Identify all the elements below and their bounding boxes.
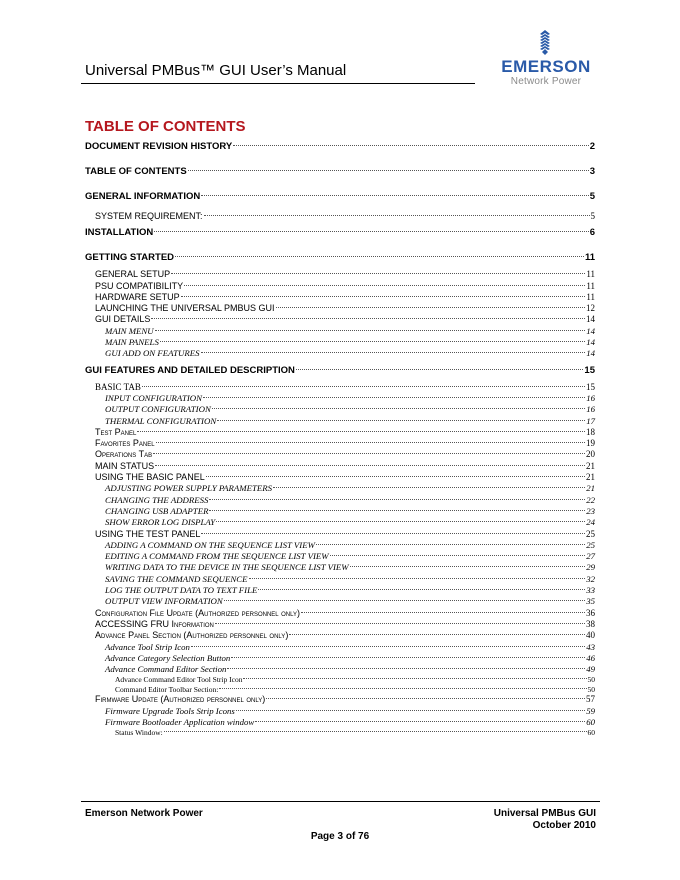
- toc-entry-page: 33: [586, 585, 595, 596]
- toc-leader-dots: [289, 634, 585, 635]
- toc-leader-dots: [350, 566, 586, 567]
- toc-entry[interactable]: [85, 166, 595, 178]
- toc-entry-page: 21: [586, 460, 595, 471]
- toc-leader-dots: [316, 544, 585, 545]
- toc-leader-dots: [181, 296, 586, 297]
- toc-heading: TABLE OF CONTENTS: [85, 118, 246, 135]
- toc-entry-page: 25: [586, 528, 595, 539]
- toc-entry-page: 11: [586, 280, 595, 291]
- footer-date: October 2010: [532, 820, 596, 831]
- toc-entry-label: ADDING A COMMAND ON THE SEQUENCE LIST VIEW: [105, 539, 315, 550]
- toc-entry[interactable]: [85, 483, 595, 494]
- toc-entry-label: ADJUSTING POWER SUPPLY PARAMETERS: [105, 483, 273, 494]
- toc-leader-dots: [296, 369, 584, 370]
- toc-leader-dots: [330, 555, 586, 556]
- toc-entry-page: 27: [586, 551, 595, 562]
- toc-entry[interactable]: [85, 404, 595, 415]
- toc-leader-dots: [171, 273, 585, 274]
- toc-leader-dots: [273, 487, 585, 488]
- toc-entry[interactable]: [85, 292, 595, 303]
- toc-entry-label: USING THE TEST PANEL: [95, 528, 201, 539]
- toc-entry[interactable]: [85, 427, 595, 438]
- toc-entry-label: Operations Tab: [95, 449, 153, 460]
- toc-entry-label: OUTPUT CONFIGURATION: [105, 404, 211, 415]
- toc-entry-label: PSU COMPATIBILITY: [95, 280, 184, 291]
- toc-entry-label: Firmware Bootloader Application window: [105, 716, 255, 727]
- toc-leader-dots: [160, 341, 585, 342]
- toc-leader-dots: [276, 307, 585, 308]
- toc-entry-page: 18: [586, 426, 595, 437]
- toc-entry-page: 3: [589, 166, 595, 177]
- toc-entry[interactable]: [85, 540, 595, 551]
- toc-leader-dots: [249, 578, 586, 579]
- toc-entry-page: 38: [586, 618, 595, 629]
- document-title: Universal PMBus™ GUI User’s Manual: [85, 62, 347, 79]
- toc-entry-label: OUTPUT VIEW INFORMATION: [105, 596, 223, 607]
- toc-leader-dots: [204, 215, 590, 216]
- toc-leader-dots: [215, 623, 585, 624]
- toc-entry-label: MAIN STATUS: [95, 460, 155, 471]
- footer-divider: [81, 801, 600, 802]
- toc-entry-page: 14: [586, 337, 595, 348]
- toc-entry[interactable]: [85, 191, 595, 203]
- toc-entry-label: Advance Command Editor Section: [105, 664, 227, 675]
- toc-entry-page: 5: [590, 211, 595, 221]
- toc-entry[interactable]: [85, 529, 595, 540]
- toc-leader-dots: [266, 698, 585, 699]
- toc-entry[interactable]: [85, 314, 595, 325]
- toc-entry[interactable]: [85, 664, 595, 675]
- toc-entry-page: 20: [586, 449, 595, 460]
- toc-leader-dots: [201, 352, 586, 353]
- toc-entry[interactable]: [85, 348, 595, 359]
- toc-leader-dots: [142, 386, 585, 387]
- toc-entry[interactable]: [85, 416, 595, 427]
- toc-leader-dots: [231, 657, 585, 658]
- toc-entry-page: 14: [586, 348, 595, 359]
- toc-entry-page: 15: [584, 364, 595, 376]
- logo-wordmark: EMERSON: [501, 57, 591, 76]
- toc-entry-page: 16: [586, 404, 595, 415]
- toc-entry[interactable]: [85, 694, 595, 705]
- toc-entry-label: GENERAL SETUP: [95, 269, 171, 280]
- toc-entry[interactable]: [85, 227, 595, 239]
- toc-leader-dots: [164, 731, 587, 732]
- toc-entry-label: TABLE OF CONTENTS: [85, 166, 187, 177]
- toc-entry-page: 50: [587, 675, 595, 685]
- toc-leader-dots: [243, 678, 586, 679]
- toc-leader-dots: [212, 408, 585, 409]
- toc-entry-label: CHANGING THE ADDRESS: [105, 494, 209, 505]
- toc-entry-page: 21: [586, 472, 595, 483]
- toc-leader-dots: [227, 668, 585, 669]
- footer-company: Emerson Network Power: [85, 808, 203, 819]
- toc-entry-label: Advance Tool Strip Icon: [105, 641, 190, 652]
- toc-entry-page: 15: [586, 381, 595, 392]
- toc-leader-dots: [233, 145, 588, 146]
- toc-entry[interactable]: [85, 653, 595, 664]
- footer-doc-name: Universal PMBus GUI: [493, 808, 596, 819]
- toc-leader-dots: [175, 256, 584, 257]
- toc-entry-label: LOG THE OUTPUT DATA TO TEXT FILE: [105, 585, 258, 596]
- toc-entry-page: 14: [586, 325, 595, 336]
- toc-entry[interactable]: [85, 141, 595, 153]
- toc-entry[interactable]: [85, 393, 595, 404]
- toc-entry-page: 36: [586, 607, 595, 618]
- toc-entry-label: CHANGING USB ADAPTER: [105, 505, 209, 516]
- toc-entry-label: Favorites Panel: [95, 438, 155, 449]
- toc-entry-page: 29: [586, 562, 595, 573]
- toc-entry-page: 11: [586, 269, 595, 280]
- toc-leader-dots: [216, 521, 585, 522]
- toc-entry-page: 49: [586, 664, 595, 675]
- toc-entry[interactable]: [85, 269, 595, 280]
- toc-leader-dots: [201, 195, 588, 196]
- toc-leader-dots: [137, 431, 585, 432]
- toc-leader-dots: [156, 442, 585, 443]
- toc-entry-page: 14: [586, 314, 595, 325]
- toc-entry[interactable]: [85, 517, 595, 528]
- toc-entry-label: GUI DETAILS: [95, 314, 151, 325]
- toc-entry[interactable]: [85, 630, 595, 641]
- toc-entry[interactable]: [85, 495, 595, 506]
- toc-entry-page: 2: [589, 141, 595, 152]
- toc-entry-label: GUI ADD ON FEATURES: [105, 348, 200, 359]
- toc-entry-page: 19: [586, 438, 595, 449]
- toc-leader-dots: [203, 397, 585, 398]
- toc-entry-label: Test Panel: [95, 426, 137, 437]
- toc-leader-dots: [301, 612, 585, 613]
- toc-leader-dots: [219, 688, 586, 689]
- toc-entry[interactable]: [85, 574, 595, 585]
- toc-entry-label: MAIN PANELS: [105, 337, 159, 348]
- toc-entry-label: LAUNCHING THE UNIVERSAL PMBUS GUI: [95, 303, 275, 314]
- toc-entry-label: Advance Category Selection Button: [105, 652, 231, 663]
- toc-entry[interactable]: [85, 252, 595, 264]
- toc-entry-label: Advance Command Editor Tool Strip Icon: [115, 675, 243, 685]
- toc-leader-dots: [217, 420, 585, 421]
- emerson-logo: [490, 30, 602, 90]
- toc-entry[interactable]: [85, 685, 595, 695]
- toc-leader-dots: [188, 170, 589, 171]
- toc-entry-page: 5: [589, 191, 595, 202]
- toc-entry[interactable]: [85, 728, 595, 738]
- toc-entry-label: GETTING STARTED: [85, 252, 175, 264]
- toc-leader-dots: [236, 710, 585, 711]
- toc-entry-label: INSTALLATION: [85, 227, 154, 239]
- toc-entry[interactable]: [85, 461, 595, 472]
- toc-entry-label: SHOW ERROR LOG DISPLAY: [105, 517, 216, 528]
- toc-entry-page: 11: [586, 291, 595, 302]
- toc-entry-page: 35: [586, 596, 595, 607]
- toc-entry-page: 22: [586, 494, 595, 505]
- toc-entry[interactable]: [85, 608, 595, 619]
- toc-entry[interactable]: [85, 472, 595, 483]
- toc-leader-dots: [155, 465, 585, 466]
- header-divider: [81, 83, 475, 84]
- toc-entry-page: 12: [586, 303, 595, 314]
- toc-entry[interactable]: [85, 551, 595, 562]
- toc-entry-label: EDITING A COMMAND FROM THE SEQUENCE LIST VIEW: [105, 551, 329, 562]
- toc-leader-dots: [224, 600, 585, 601]
- footer-doc-info: [470, 808, 596, 832]
- toc-entry-label: Advance Panel Section (Authorized personnel only): [95, 630, 289, 641]
- toc-leader-dots: [258, 589, 585, 590]
- toc-entry[interactable]: [85, 596, 595, 607]
- toc-entry-page: 25: [586, 539, 595, 550]
- toc-entry-label: MAIN MENU: [105, 325, 154, 336]
- toc-entry-page: 43: [586, 641, 595, 652]
- toc-entry[interactable]: [85, 281, 595, 292]
- toc-leader-dots: [191, 646, 585, 647]
- toc-entry-label: ACCESSING FRU Information: [95, 618, 214, 629]
- toc-entry[interactable]: [85, 642, 595, 653]
- toc-entry-page: 60: [586, 716, 595, 727]
- toc-entry-page: 21: [586, 483, 595, 494]
- toc-entry[interactable]: [85, 365, 595, 377]
- toc-entry[interactable]: [85, 585, 595, 596]
- toc-leader-dots: [206, 476, 585, 477]
- toc-entry-page: 50: [587, 684, 595, 694]
- toc-leader-dots: [201, 533, 585, 534]
- toc-leader-dots: [154, 231, 588, 232]
- toc-entry-page: 46: [586, 652, 595, 663]
- toc-list: [85, 141, 595, 738]
- toc-entry[interactable]: [85, 706, 595, 717]
- toc-entry[interactable]: [85, 562, 595, 573]
- toc-entry-page: 32: [586, 573, 595, 584]
- toc-leader-dots: [209, 510, 585, 511]
- toc-entry-page: 40: [586, 630, 595, 641]
- toc-entry-page: 16: [586, 392, 595, 403]
- toc-entry-label: WRITING DATA TO THE DEVICE IN THE SEQUENCE LIST VIEW: [105, 562, 349, 573]
- toc-entry-page: 6: [589, 227, 595, 239]
- toc-entry-label: SYSTEM REQUIREMENT:: [95, 211, 203, 221]
- toc-entry[interactable]: [85, 449, 595, 460]
- toc-leader-dots: [153, 453, 585, 454]
- toc-leader-dots: [184, 285, 585, 286]
- toc-entry[interactable]: [85, 438, 595, 449]
- toc-entry-label: THERMAL CONFIGURATION: [105, 415, 217, 426]
- logo-subtitle: Network Power: [510, 76, 582, 87]
- toc-entry-label: GUI FEATURES AND DETAILED DESCRIPTION: [85, 364, 295, 376]
- toc-entry-label: GENERAL INFORMATION: [85, 191, 201, 202]
- toc-entry-label: SAVING THE COMMAND SEQUENCE: [105, 573, 248, 584]
- toc-entry[interactable]: [85, 337, 595, 348]
- toc-entry[interactable]: [85, 326, 595, 337]
- toc-entry-label: Firmware Update (Authorized personnel only): [95, 694, 266, 705]
- emerson-emblem-icon: [536, 30, 554, 56]
- toc-leader-dots: [151, 318, 585, 319]
- toc-entry-label: INPUT CONFIGURATION: [105, 392, 203, 403]
- toc-entry-page: 11: [584, 252, 595, 264]
- toc-entry-label: Command Editor Toolbar Section:: [115, 684, 219, 694]
- toc-entry-label: USING THE BASIC PANEL: [95, 472, 205, 483]
- toc-entry-page: 57: [586, 694, 595, 705]
- toc-leader-dots: [209, 499, 585, 500]
- toc-entry-label: Firmware Upgrade Tools Strip Icons: [105, 705, 235, 716]
- toc-entry-label: Configuration File Update (Authorized personnel only): [95, 607, 301, 618]
- toc-entry-label: HARDWARE SETUP: [95, 291, 180, 302]
- toc-entry[interactable]: [85, 382, 595, 393]
- toc-entry-page: 60: [587, 728, 595, 738]
- toc-entry-page: 24: [586, 517, 595, 528]
- toc-leader-dots: [255, 721, 585, 722]
- toc-entry-page: 59: [586, 705, 595, 716]
- toc-entry-label: DOCUMENT REVISION HISTORY: [85, 141, 233, 152]
- toc-leader-dots: [155, 330, 586, 331]
- toc-entry-label: Status Window:: [115, 728, 163, 738]
- toc-entry[interactable]: [85, 675, 595, 685]
- toc-entry-page: 17: [586, 415, 595, 426]
- toc-entry-label: BASIC TAB: [95, 381, 141, 392]
- toc-entry-page: 23: [586, 505, 595, 516]
- toc-entry[interactable]: [85, 303, 595, 314]
- toc-entry[interactable]: [85, 211, 595, 222]
- page-number: Page 3 of 76: [310, 831, 370, 842]
- toc-entry[interactable]: [85, 506, 595, 517]
- toc-entry[interactable]: [85, 619, 595, 630]
- toc-entry[interactable]: [85, 717, 595, 728]
